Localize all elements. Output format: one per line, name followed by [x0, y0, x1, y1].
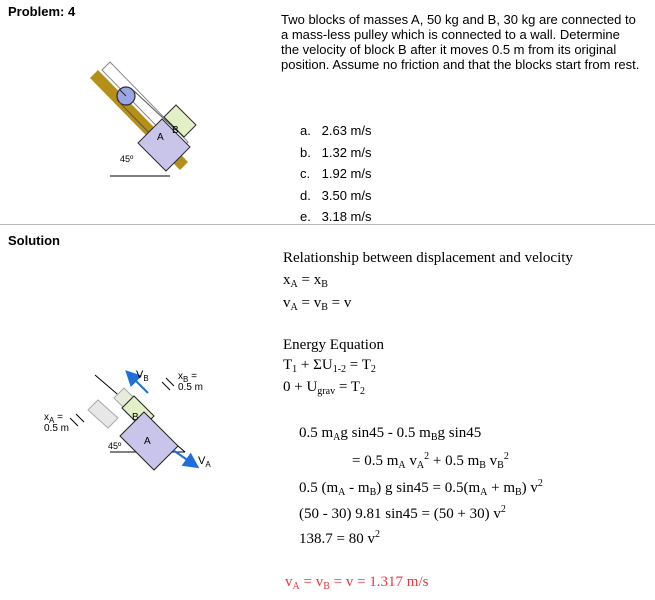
eq-substituted: (50 - 30) 9.81 sin45 = (50 + 30) $v^2$: [299, 504, 506, 522]
final-answer: $v_A = v_B = v = 1.317$ m/s: [285, 574, 429, 592]
choice-c[interactable]: c. 1.92 m/s: [300, 166, 372, 181]
xa-disp: 0.5 m: [44, 423, 70, 434]
sol-block-b-label: B: [132, 412, 139, 423]
choice-e[interactable]: e. 3.18 m/s: [300, 209, 372, 224]
eq-work: 0.5 $m_Ag$ sin45 - 0.5 $m_Bg$ sin45: [299, 425, 482, 443]
va-label: $V_A$: [198, 455, 211, 469]
vb-label: $V_B$: [136, 369, 149, 383]
problem-figure: [90, 60, 200, 185]
choice-b[interactable]: b. 1.32 m/s: [300, 144, 372, 160]
energy-heading: Energy Equation: [283, 337, 384, 353]
section-divider: [0, 224, 655, 225]
eq-simplified: 0.5 $(m_A - m_B)$ g $\sin 45 = 0.5(m_A + m_B)$ $v^2$: [299, 478, 543, 498]
eq-displacement: $x_A = x_B$: [283, 272, 328, 290]
sol-block-a-label: A: [144, 436, 151, 447]
answer-choices: [300, 120, 371, 228]
problem-statement: Two blocks of masses A, 50 kg and B, 30 kg are connected to a mass-less pulley which is connected to a wall. Determine the velocity of block B after it moves 0.5 m from its original position. Assume no friction and that the blocks start from rest.: [281, 12, 640, 72]
solution-figure: [10, 360, 280, 475]
xb-label: $x_B$ =: [178, 371, 197, 384]
block-a-label: A: [157, 132, 164, 143]
sol-angle-label: 45º: [108, 441, 122, 451]
solution-title: Solution: [8, 233, 60, 248]
problem-title: Problem: 4: [8, 4, 76, 19]
choice-a[interactable]: a. 2.63 m/s: [300, 123, 372, 138]
angle-label: 45º: [120, 154, 134, 164]
eq-kinetic: = 0.5 $m_A$ $v_A^2 + 0.5$ $m_B$ $v_B^2$: [352, 451, 509, 471]
choice-d[interactable]: d. 3.50 m/s: [300, 187, 372, 203]
eq-energy: $T_1 + \Sigma U_{1-2} = T_2$: [283, 357, 376, 375]
eq-result: 138.7 = 80 $v^2$: [299, 529, 380, 547]
relationship-heading: Relationship between displacement and velocity: [283, 250, 573, 266]
xa-label: $x_A$ =: [44, 412, 63, 425]
xb-disp: 0.5 m: [178, 382, 204, 393]
eq-energy-grav: $0 + U_{grav} = T_2$: [283, 379, 365, 397]
block-b-label: B: [172, 125, 179, 136]
eq-velocity: $v_A = v_B = v$: [283, 295, 352, 313]
